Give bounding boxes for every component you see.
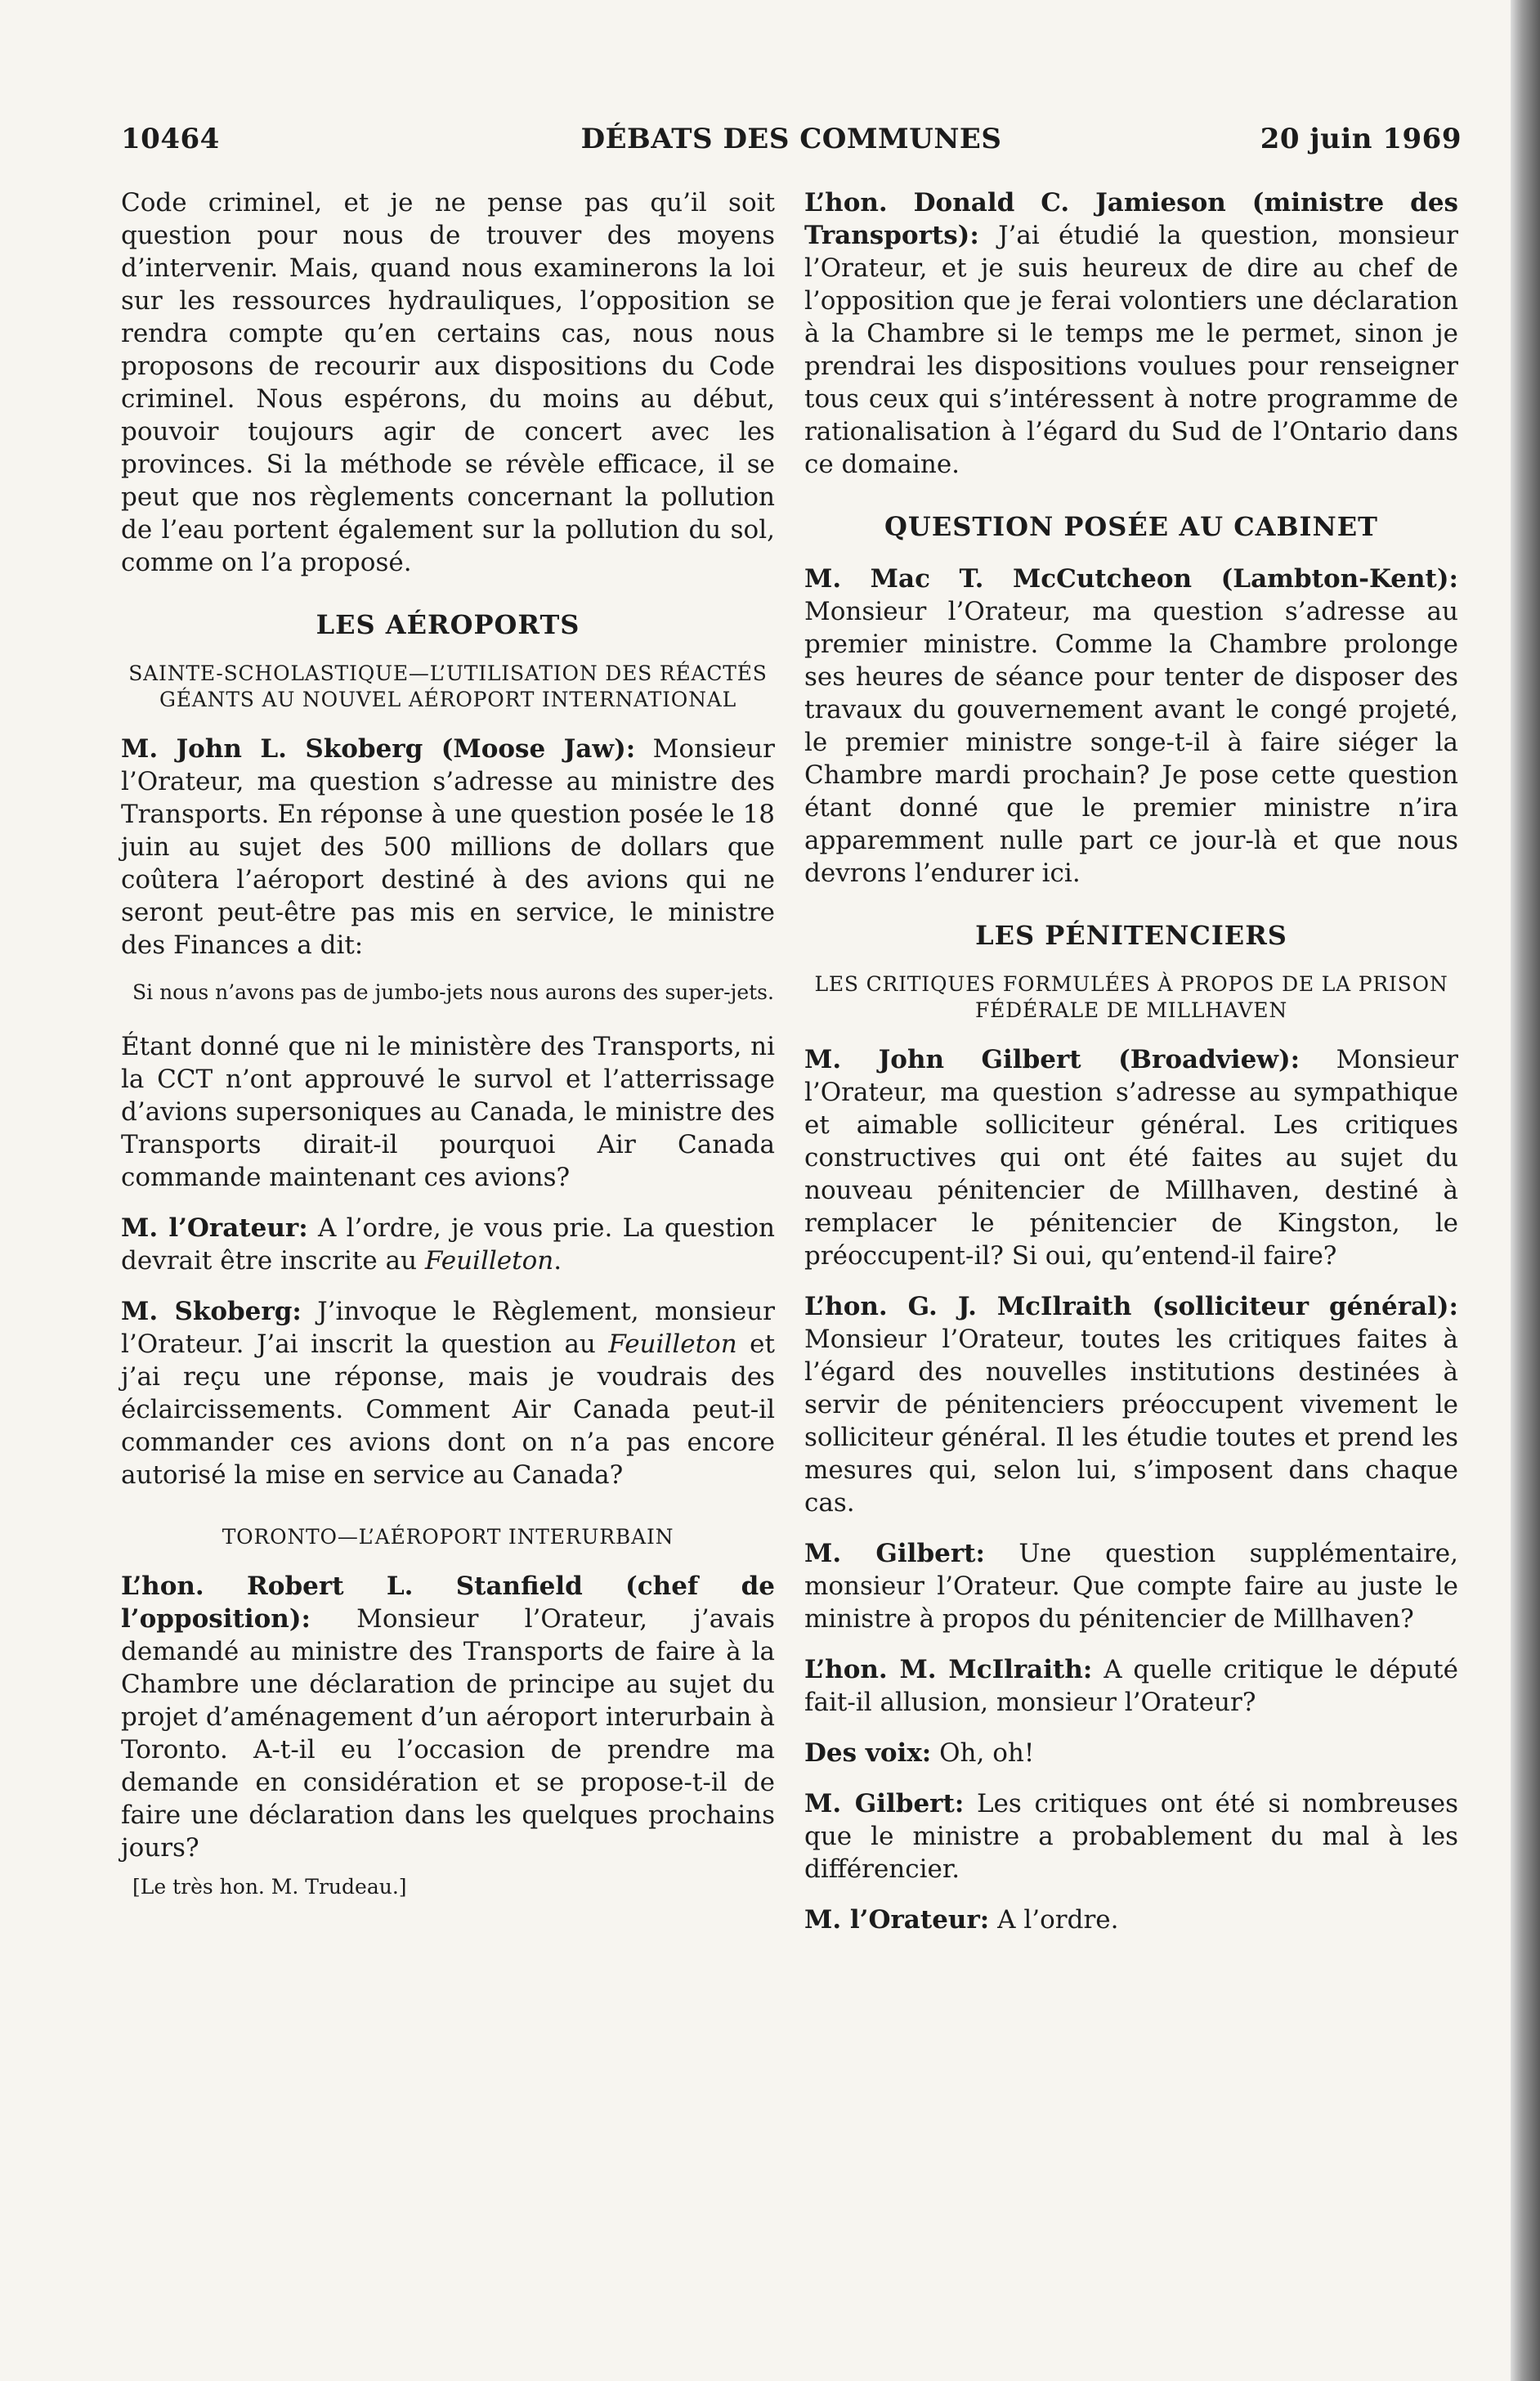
speaker-name: M. John Gilbert (Broadview): xyxy=(804,1045,1300,1074)
page-title: DÉBATS DES COMMUNES xyxy=(580,123,1002,155)
speaker-name: L’hon. G. J. McIlraith (solliciteur général): xyxy=(804,1292,1458,1321)
speech: M. Skoberg: J’invoque le Règlement, monsieur l’Orateur. J’ai inscrit la question au Feuilleton et j’ai reçu une réponse, mais je voudrais des éclaircissements. Comment Air Canada peut-il commander ces avions dont on n’a pas encore autorisé la mise en service au Canada? xyxy=(121,1297,775,1490)
speech-text: Monsieur l’Orateur, ma question s’adresse au sympathique et aimable solliciteur général. Les critiques constructives qui ont été faites au sujet du nouveau pénitencier de Millhaven, destiné à remplacer le pénitencier de Kingston, le préoccupent-il? Si oui, qu’entend-il faire? xyxy=(804,1045,1458,1271)
speech xyxy=(804,186,1458,481)
left-column xyxy=(121,186,775,1900)
speaker-name: L’hon. Donald C. Jamieson (ministre des Transports): xyxy=(804,188,1458,250)
section-heading: LES AÉROPORTS xyxy=(316,609,580,640)
speech xyxy=(804,1737,1458,1769)
speech-text: Monsieur l’Orateur, toutes les critiques faites à l’égard des nouvelles institutions destinées à servir de pénitenciers préoccupent vivement le solliciteur général. Il les étudie toutes et prend les mesures qui, selon lui, s’imposent dans chaque cas. xyxy=(804,1325,1458,1518)
speech xyxy=(804,1903,1458,1936)
speech-text: Monsieur l’Orateur, ma question s’adresse au ministre des Transports. En réponse à une question posée le 18 juin au sujet des 500 millions de dollars que coûtera l’aéroport destiné à des avions qui ne seront peut-être pas mis en service, le ministre des Finances a dit: xyxy=(121,734,776,960)
speech-text: Monsieur l’Orateur, ma question s’adresse au premier ministre. Comme la Chambre prolonge ses heures de séance pour tenter de disposer des travaux du gouvernement avant le congé projeté, le premier ministre songe-t-il à faire siéger la Chambre mardi prochain? Je pose cette question étant donné que le premier ministre n’ira apparemment nulle part ce jour-là et que nous devrons l’endurer ici. xyxy=(804,597,1458,888)
speaker-name: M. Gilbert: xyxy=(804,1789,965,1818)
speaker-name: M. Gilbert: xyxy=(804,1539,985,1568)
speech-text: Les critiques ont été si nombreuses que le ministre a probablement du mal à les différencier. xyxy=(804,1789,1459,1884)
speech xyxy=(121,1570,775,1864)
speaker-name: Des voix: xyxy=(804,1738,932,1768)
page-header xyxy=(121,123,1462,164)
speech-text: Une question supplémentaire, monsieur l’Orateur. Que compte faire au juste le ministre à propos du pénitencier de Millhaven? xyxy=(804,1539,1459,1634)
speech xyxy=(121,733,775,962)
speech: M. l’Orateur: A l’ordre, je vous prie. La question devrait être inscrite au Feuilleton. xyxy=(121,1213,775,1276)
page-edge-shadow xyxy=(1511,0,1540,2381)
speech-text: A l’ordre. xyxy=(989,1905,1119,1935)
speech-text: Monsieur l’Orateur, j’avais demandé au ministre des Transports de faire à la Chambre une déclaration de principe au sujet du projet d’aménagement d’un aéroport interurbain à Toronto. A-t-il eu l’occasion de prendre ma demande en considération et se propose-t-il de faire une déclaration dans les quelques prochains jours? xyxy=(121,1604,775,1863)
page-date: 20 juin 1969 xyxy=(1260,123,1462,155)
subsection-heading: TORONTO—L’AÉROPORT INTERURBAIN xyxy=(222,1525,674,1549)
speaker-name: M. l’Orateur: xyxy=(121,1213,308,1243)
speaker-name: M. John L. Skoberg (Moose Jaw): xyxy=(121,734,636,764)
paragraph: Étant donné que ni le ministère des Transports, ni la CCT n’ont approuvé le survol et l’atterrissage d’avions supersoniques au Canada, le ministre des Transports dirait-il pourquoi Air Canada commande maintenant ces avions? xyxy=(121,1032,775,1192)
paragraph: Code criminel, et je ne pense pas qu’il soit question pour nous de trouver des moyens d’intervenir. Mais, quand nous examinerons la loi sur les ressources hydrauliques, l’opposition se rendra compte qu’en certains cas, nous nous proposons de recourir aux dispositions du Code criminel. Nous espérons, du moins au début, pouvoir toujours agir de concert avec les provinces. Si la méthode se révèle efficace, il se peut que nos règlements concernant la pollution de l’eau portent également sur la pollution du sol, comme on l’a proposé. xyxy=(121,188,775,577)
block-quote: Si nous n’avons pas de jumbo-jets nous aurons des super-jets. xyxy=(132,980,774,1004)
speaker-name: M. Skoberg: xyxy=(121,1297,302,1326)
speech xyxy=(804,1043,1458,1272)
speech-text: J’ai étudié la question, monsieur l’Orateur, et je suis heureux de dire au chef de l’opposition que je ferai volontiers une déclaration à la Chambre si le temps me le permet, sinon je prendrai les dispositions voulues pour renseigner tous ceux qui s’intéressent à notre programme de rationalisation à l’égard du Sud de l’Ontario dans ce domaine. xyxy=(804,221,1458,479)
footer-note: [Le très hon. M. Trudeau.] xyxy=(132,1875,407,1899)
speech xyxy=(804,563,1458,890)
speech xyxy=(804,1787,1458,1886)
subsection-heading: SAINTE-SCHOLASTIQUE—L’UTILISATION DES RÉACTÉS GÉANTS AU NOUVEL AÉROPORT INTERNATIONAL xyxy=(128,661,768,711)
speaker-name: M. Mac T. McCutcheon (Lambton-Kent): xyxy=(804,564,1458,594)
speech-text: Oh, oh! xyxy=(931,1738,1035,1768)
section-heading: QUESTION POSÉE AU CABINET xyxy=(884,511,1378,542)
speaker-name: M. l’Orateur: xyxy=(804,1905,990,1935)
speech xyxy=(804,1290,1458,1519)
speaker-name: L’hon. Robert L. Stanfield (chef de l’opposition): xyxy=(121,1572,775,1634)
speech-text: A quelle critique le député fait-il allusion, monsieur l’Orateur? xyxy=(804,1655,1458,1717)
subsection-heading: LES CRITIQUES FORMULÉES À PROPOS DE LA PRISON FÉDÉRALE DE MILLHAVEN xyxy=(814,972,1448,1022)
speech xyxy=(804,1653,1458,1719)
speaker-name: L’hon. M. McIlraith: xyxy=(804,1655,1093,1684)
right-column xyxy=(804,186,1458,1954)
page-number: 10464 xyxy=(121,123,220,155)
speech xyxy=(804,1537,1458,1635)
section-heading: LES PÉNITENCIERS xyxy=(975,920,1287,951)
